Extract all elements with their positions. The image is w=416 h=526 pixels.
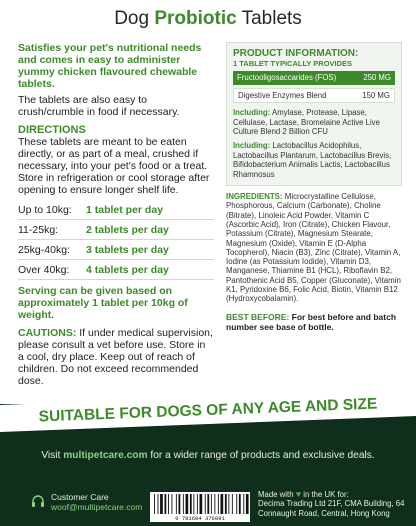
barcode	[150, 492, 250, 522]
dosage-row: 11-25kg: 2 tablets per day	[18, 220, 214, 240]
suitability-banner: SUITABLE FOR DOGS OF ANY AGE AND SIZE	[0, 389, 416, 433]
made-address: Decima Trading Ltd 21F, CMA Building, 64 Connaught Road, Central, Hong Kong	[258, 499, 405, 518]
left-column	[18, 42, 214, 391]
dosage-row: Up to 10kg: 1 tablet per day	[18, 200, 214, 220]
intro-lead: Satisfies your pet's nutritional needs and comes in easy to administer yummy chicken flavoured chewable tablets.	[18, 42, 202, 90]
customer-care-label: Customer Care	[51, 492, 109, 502]
title-accent: Probiotic	[154, 8, 237, 29]
dosage-row: Over 40kg: 4 tablets per day	[18, 260, 214, 280]
page-title	[0, 8, 416, 30]
directions-text: These tablets are meant to be eaten directly, or as part of a meal, crushed if necessary, into your pet's food or a treat. Store in refrigeration or cool storage after opening to ensure longer shelf life.	[18, 136, 210, 196]
title-pre: Dog	[114, 8, 150, 29]
serving-note: Serving can be given based on approximately 1 tablet per 10kg of weight.	[18, 285, 188, 321]
product-info-heading: PRODUCT INFORMATION:	[233, 48, 359, 59]
ingredients: INGREDIENTS: Microcrystalline Cellulose, Phosphorous, Calcium (Carbonate), Choline (Bitrate), Linoleic Acid Powder, Vitamin C (Ascorbic Acid), Iron (Citrate), Chicken Flavour, Potassium (Citrate), Magnesium Stearate, Magnesium (Oxide), Vitamin E (D-Alpha Tocopherol), Niacin (B3), Zinc (Citrate), Vitamin A, Iodine (as Potassium Iodide), Vitamin D3, Manganese, Thiamine B1 (HCL), Riboflavin B2, Pantothenic Acid B5, Copper (Gluconate), Vitamin K1, Pyridoxine B6, Folic Acid, Biotin, Vitamin B12 (Hydroxycobalamin).	[226, 192, 401, 304]
including-enzymes: Including: Amylase, Protease, Lipase, Cellulase, Lactase, Bromelaine Active Live Culture Blend 2 Billion CFU	[233, 108, 380, 137]
best-before: BEST BEFORE: For best before and batch number see base of bottle.	[226, 311, 397, 332]
cautions: CAUTIONS: If under medical supervision, please consult a vet before use. Store in a cool, dry place. Keep out of reach of children. Do not exceed recommended dose.	[18, 327, 213, 387]
headset-icon	[30, 494, 46, 510]
customer-care	[30, 492, 142, 512]
dosage-row: 25kg-40kg: 3 tablets per day	[18, 240, 214, 260]
made-in: Made with ♥ in the UK for: Decima Trading Ltd 21F, CMA Building, 64 Connaught Road, Central, Hong Kong	[258, 490, 408, 518]
right-column	[226, 42, 402, 332]
product-info-row: Fructooligosaccarides (FOS) 250 MG	[233, 71, 395, 84]
product-info-box	[226, 42, 402, 186]
website-link[interactable]: multipetcare.com	[63, 450, 148, 461]
customer-care-email[interactable]: woof@multipetcare.com	[51, 502, 143, 512]
including-cultures: Including: Lactobacillus Acidophilus, Lactobacillus Plantarum, Lactobacillus Brevis, Bifidobacterium Animalis Lactis, Lactobacillus Rhamnosus	[233, 141, 392, 179]
intro-note: The tablets are also easy to crush/crumble in food if necessary.	[18, 94, 180, 118]
heart-icon: ♥	[295, 489, 302, 499]
product-info-sub: 1 TABLET TYPICALLY PROVIDES	[233, 59, 353, 68]
visit-note: Visit multipetcare.com for a wider range of products and exclusive deals.	[41, 450, 375, 461]
title-post: Tablets	[241, 8, 302, 29]
product-info-row: Digestive Enzymes Blend 150 MG	[233, 88, 395, 103]
directions-heading: DIRECTIONS	[18, 124, 86, 136]
barcode-bars	[150, 492, 250, 516]
barcode-number: 0 791684 376091	[175, 515, 225, 522]
dosage-table	[18, 200, 214, 280]
